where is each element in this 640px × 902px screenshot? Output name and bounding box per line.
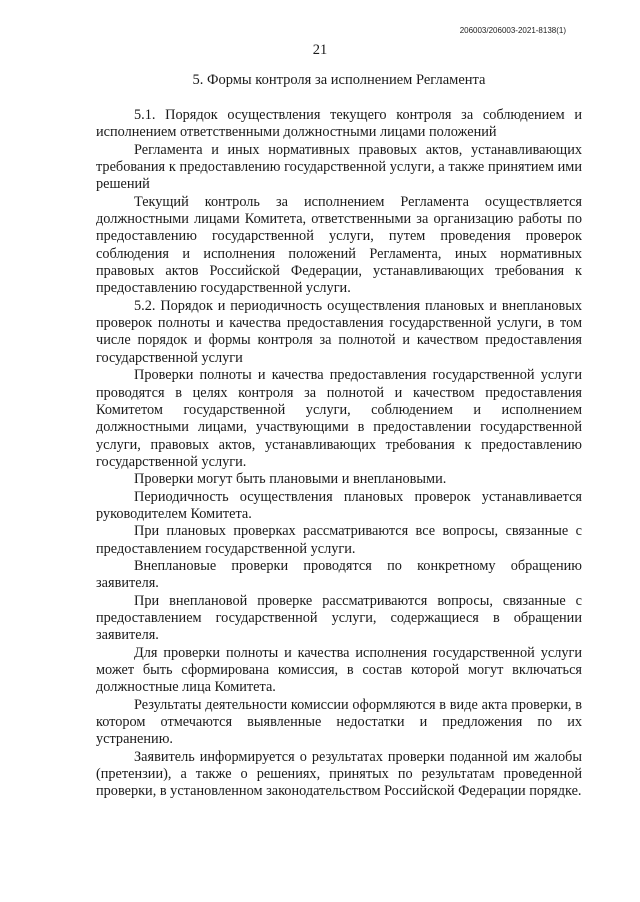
paragraph: Текущий контроль за исполнением Регламента осуществляется должностными лицами Комитета, ответственными за организацию работы по предоставлению государственной услуги, путем проведения проверок соблюдения и исполнения положений Регламента, иных нормативных правовых актов Российской Федерации, устанавливающих требования к предоставлению государственной услуги. <box>96 193 582 297</box>
paragraph: Проверки полноты и качества предоставления государственной услуги проводятся в целях контроля за полнотой и качеством предоставления Комитетом государственной услуги, соблюдением и исполнением должностными лицами, участвующими в предоставлении государственной услуги, правовых актов, устанавливающих требования к предоставлению государственной услуги. <box>96 367 582 470</box>
paragraph: Для проверки полноты и качества исполнения государственной услуги может быть сформирована комиссия, в состав которой могут включаться должностные лица Комитета. <box>96 644 582 696</box>
paragraph: При внеплановой проверке рассматриваются вопросы, связанные с предоставлением государственной услуги, содержащиеся в обращении заявителя. <box>96 592 582 644</box>
paragraph: Периодичность осуществления плановых проверок устанавливается руководителем Комитета. <box>96 488 582 522</box>
page-number: 21 <box>312 42 328 58</box>
document-id: 206003/206003-2021-8138(1) <box>459 26 566 35</box>
paragraph: 5.2. Порядок и периодичность осуществления плановых и внеплановых проверок полноты и качества предоставления государственной услуги, в том числе порядок и формы контроля за полнотой и качеством предоставления государственной услуги <box>96 297 582 366</box>
paragraph: Внеплановые проверки проводятся по конкретному обращению заявителя. <box>96 557 582 592</box>
paragraph: Регламента и иных нормативных правовых актов, устанавливающих требования к предоставлению государственной услуги, а также принятием ими решений <box>96 141 582 193</box>
paragraph: Проверки могут быть плановыми и внеплановыми. <box>134 471 447 488</box>
paragraph: Заявитель информируется о результатах проверки поданной им жалобы (претензии), а также о решениях, принятых по результатам проведенной проверки, в установленном законодательством Российской Федерации порядке. <box>96 748 582 800</box>
paragraph: Результаты деятельности комиссии оформляются в виде акта проверки, в котором отмечаются выявленные недостатки и предложения по их устранению. <box>96 696 582 748</box>
paragraph: При плановых проверках рассматриваются все вопросы, связанные с предоставлением государственной услуги. <box>96 523 582 557</box>
document-body <box>96 107 582 801</box>
paragraph: 5.1. Порядок осуществления текущего контроля за соблюдением и исполнением ответственными должностными лицами положений <box>96 107 582 141</box>
section-heading: 5. Формы контроля за исполнением Регламента <box>192 72 486 88</box>
